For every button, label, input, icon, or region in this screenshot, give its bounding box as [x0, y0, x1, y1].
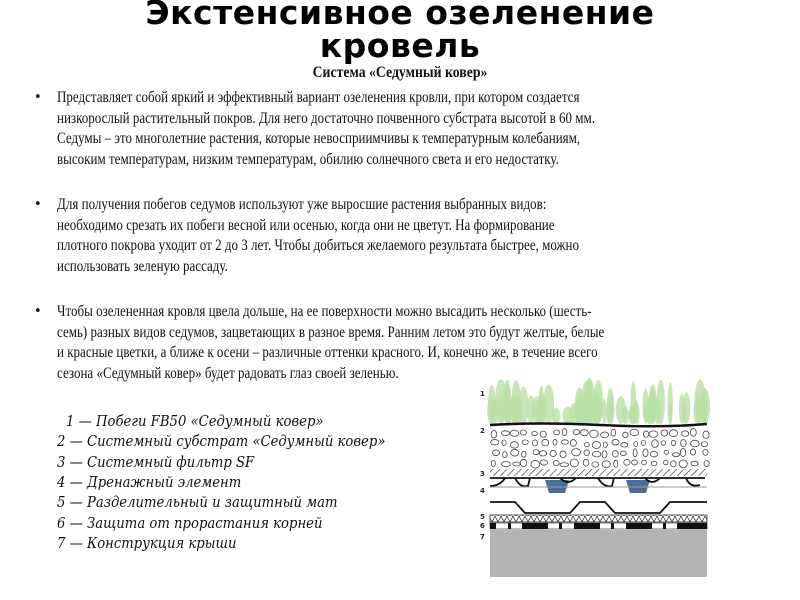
bullet-icon: • — [34, 304, 42, 319]
paragraph-line: Седумы – это многолетние растения, которые невосприимчивы к температурным колебаниям, — [57, 130, 581, 147]
substrate-pebble — [493, 450, 500, 456]
legend-item: 2 — Системный субстрат «Седумный ковер» — [57, 432, 386, 451]
substrate-pebble — [554, 430, 560, 435]
sedum-plant — [581, 381, 591, 424]
sedum-plant — [607, 388, 614, 424]
substrate-pebble — [513, 462, 521, 466]
substrate-pebble — [669, 430, 677, 437]
substrate-pebble — [630, 429, 639, 435]
substrate-pebble — [614, 460, 618, 467]
substrate-pebble — [533, 450, 539, 455]
paragraph-line: необходимо срезать их побеги весной или осенью, когда они не цветут. На формирование — [57, 216, 555, 234]
substrate-pebble — [501, 431, 509, 436]
layer-number: 5 — [480, 513, 485, 521]
drainage-element-layer — [490, 478, 707, 513]
substrate-pebble — [679, 460, 687, 468]
sedum-plant — [602, 399, 606, 424]
substrate-pebble — [570, 440, 576, 447]
root-barrier-segment — [508, 523, 511, 529]
sedum-plant — [657, 380, 665, 424]
root-barrier-segment — [559, 523, 562, 529]
substrate-pebble — [672, 453, 679, 457]
sedum-plant — [511, 380, 520, 424]
substrate-pebble — [652, 440, 659, 448]
sedum-plant — [702, 388, 707, 424]
substrate-pebble — [633, 449, 637, 457]
substrate-pebble — [550, 450, 556, 456]
substrate-pebble — [601, 432, 609, 438]
sedum-plant — [622, 406, 629, 424]
layer-number: 1 — [480, 390, 485, 398]
legend-item: 1 — Побеги FB50 «Седумный ковер» — [66, 412, 324, 430]
substrate-pebble — [581, 430, 589, 436]
slide-subtitle: Система «Седумный ковер» — [312, 64, 488, 81]
substrate-pebble — [690, 449, 695, 455]
legend-item: 4 — Дренажный элемент — [57, 472, 242, 491]
substrate-pebble — [603, 442, 607, 447]
substrate-pebble — [701, 442, 707, 447]
substrate-pebble — [540, 460, 547, 465]
legend-item: 5 — Разделительный и защитный мат — [57, 493, 338, 512]
substrate-pebble — [632, 460, 638, 465]
substrate-pebble — [612, 439, 619, 444]
substrate-pebble — [621, 443, 628, 448]
substrate-pebble — [671, 440, 676, 445]
paragraph-line: использовать зеленую рассаду. — [57, 257, 228, 275]
green-roof-layers-diagram — [476, 372, 712, 580]
root-barrier-segment — [611, 523, 614, 529]
substrate-pebble — [561, 440, 568, 444]
substrate-pebble — [522, 451, 527, 457]
substrate-pebble — [511, 449, 519, 456]
sedum-plant — [535, 400, 545, 424]
bullet-icon: • — [34, 90, 42, 105]
substrate-pebble — [620, 451, 626, 455]
substrate-pebble — [641, 440, 645, 445]
substrate-pebble — [671, 461, 677, 467]
substrate-pebble — [503, 452, 508, 458]
layer-number: 2 — [480, 427, 485, 435]
substrate-pebble — [623, 432, 628, 437]
root-barrier-segment — [490, 523, 496, 529]
substrate-pebble — [531, 461, 540, 469]
substrate-pebble — [584, 450, 590, 456]
sedum-plant — [643, 389, 649, 424]
layer-number: 7 — [480, 533, 485, 541]
substrate-pebble — [520, 459, 527, 466]
substrate-pebble — [553, 439, 557, 445]
substrate-pebble — [602, 451, 607, 458]
substrate-pebble — [651, 461, 657, 465]
substrate-pebble — [602, 461, 610, 468]
root-barrier-segment — [677, 523, 707, 529]
substrate-pebble — [510, 430, 518, 436]
substrate-pebble — [532, 440, 537, 446]
substrate-pebble — [540, 431, 546, 437]
sedum-plant — [649, 384, 657, 424]
paragraph-line: и красные цветки, а ближе к осени – различные оттенки красного. И, конечно же, в течение всего — [57, 344, 598, 361]
substrate-top-line — [490, 424, 707, 427]
substrate-pebble — [690, 429, 696, 437]
substrate-pebble — [491, 440, 499, 445]
substrate-pebble — [592, 441, 600, 448]
paragraph-line: высоким температурам, низким температурам, обилию солнечного света и его недостатку. — [57, 150, 559, 168]
legend-item: 7 — Конструкция крыши — [57, 533, 237, 552]
substrate-pebble — [661, 441, 665, 446]
bullet-icon: • — [34, 197, 42, 212]
substrate-pebble — [560, 451, 566, 458]
substrate-pebble — [562, 429, 567, 436]
layer-numbers — [480, 390, 485, 541]
sedum-plants-layer — [487, 378, 710, 424]
substrate-pebble — [649, 431, 658, 437]
sedum-plant — [552, 408, 561, 424]
paragraph-line: Чтобы озелененная кровля цвела дольше, на ее поверхности можно высадить несколько (шесть- — [57, 303, 592, 320]
substrate-pebble — [612, 451, 618, 458]
substrate-pebble — [502, 440, 506, 445]
sedum-plant — [683, 392, 690, 424]
substrate-pebble — [703, 431, 709, 438]
legend-item: 6 — Защита от прорастания корней — [57, 513, 323, 532]
filter-layer — [490, 469, 707, 476]
drainage-bottom-outline — [490, 502, 707, 513]
substrate-pebble — [572, 449, 581, 456]
substrate-pebble — [491, 430, 497, 438]
paragraph-line: сезона «Седумный ковер» будет радовать глаз своей зеленью. — [57, 364, 399, 382]
sedum-plant — [634, 404, 640, 424]
substrate-pebble — [634, 442, 638, 447]
root-barrier-segment — [522, 523, 548, 529]
drainage-top-outline — [490, 478, 705, 486]
root-barrier-segment — [574, 523, 600, 529]
sedum-plant — [497, 397, 505, 424]
substrate-pebble — [573, 430, 580, 435]
substrate-pebble — [592, 462, 599, 467]
substrate-pebble — [691, 440, 699, 447]
paragraph-line: низкорослый растительный покров. Для него достаточно почвенного субстрата высотой в 60 мм. — [57, 109, 596, 127]
slide-title-line1: Экстенсивное озеленение — [145, 0, 655, 32]
substrate-pebble — [642, 460, 647, 465]
substrate-pebble — [584, 443, 589, 447]
substrate-pebble — [583, 459, 589, 466]
substrate-pebble — [661, 430, 668, 436]
substrate-pebble — [664, 450, 669, 454]
substrate-pebble — [703, 449, 708, 455]
substrate-pebble — [590, 430, 598, 438]
layer-number: 3 — [480, 470, 485, 478]
substrate-pebble — [501, 461, 510, 466]
substrate-pebble — [532, 431, 538, 435]
substrate-pebble — [542, 439, 549, 446]
substrate-pebble — [560, 463, 569, 467]
layer-number: 6 — [480, 522, 485, 530]
substrate-pebble — [553, 461, 559, 466]
paragraph-line: Для получения побегов седумов используют уже выросшие растения выбранных видов: — [57, 196, 547, 213]
layer-number: 4 — [480, 487, 485, 495]
substrate-layer — [491, 429, 710, 469]
roof-construction-layer — [490, 530, 707, 577]
paragraph-line: Представляет собой яркий и эффективный вариант озеленения кровли, при котором создается — [57, 89, 580, 106]
substrate-pebble — [680, 449, 685, 457]
sedum-plant — [696, 393, 700, 424]
separation-mat-layer — [490, 515, 707, 522]
sedum-plant — [570, 403, 579, 424]
root-barrier-layer — [490, 523, 707, 529]
substrate-pebble — [592, 451, 600, 457]
paragraph-line: семь) разных видов седумов, зацветающих в разное время. Ранним летом это будут желтые, белые — [57, 323, 605, 341]
substrate-pebble — [704, 461, 709, 467]
substrate-pebble — [681, 440, 687, 447]
substrate-pebble — [522, 440, 528, 445]
substrate-pebble — [650, 451, 657, 457]
sedum-plant — [668, 382, 673, 424]
sedum-plant — [505, 407, 510, 424]
slide-title-line2: кровель — [319, 26, 481, 65]
substrate-pebble — [570, 459, 578, 467]
root-barrier-segment — [626, 523, 652, 529]
substrate-pebble — [510, 442, 518, 448]
substrate-pebble — [611, 429, 616, 436]
substrate-pebble — [691, 461, 698, 466]
sedum-plant — [488, 385, 496, 424]
substrate-pebble — [624, 459, 630, 465]
root-barrier-segment — [663, 523, 666, 529]
substrate-pebble — [643, 431, 648, 437]
substrate-pebble — [664, 460, 668, 465]
substrate-pebble — [539, 451, 547, 456]
paragraph-line: плотного покрова уходит от 2 до 3 лет. Чтобы добиться желаемого результата быстрее, можно — [57, 237, 580, 254]
legend-item: 3 — Системный фильтр SF — [57, 452, 255, 471]
substrate-pebble — [643, 449, 648, 457]
substrate-pebble — [682, 431, 689, 437]
substrate-pebble — [520, 430, 526, 435]
substrate-pebble — [491, 460, 495, 466]
